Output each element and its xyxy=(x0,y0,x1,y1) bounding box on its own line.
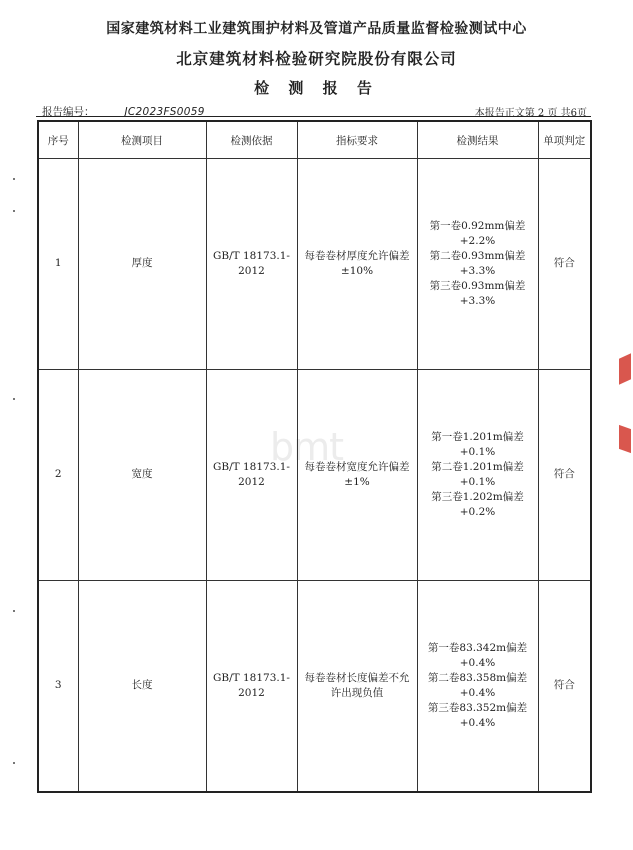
watermark: bmt xyxy=(270,425,344,469)
testing-center-name: 国家建筑材料工业建筑围护材料及管道产品质量监督检验测试中心 xyxy=(106,21,527,37)
scan-speck xyxy=(13,398,15,400)
seal-stamp-fragment xyxy=(619,353,631,385)
result-deviation: +3.3% xyxy=(459,264,496,277)
table-row xyxy=(38,580,591,792)
header-rule xyxy=(36,116,591,117)
result-line: 第二卷0.93mm偏差 xyxy=(429,249,526,262)
row-item: 宽度 xyxy=(78,369,206,580)
row-basis: GB/T 18173.1-2012 xyxy=(206,369,297,580)
row-requirement: 每卷卷材宽度允许偏差±1% xyxy=(297,369,417,580)
seal-stamp-fragment xyxy=(619,425,631,453)
result-line: 第三卷1.202m偏差 xyxy=(431,490,524,503)
row-requirement: 每卷卷材长度偏差不允许出现负值 xyxy=(297,580,417,792)
col-header-result: 检测结果 xyxy=(417,121,538,159)
result-deviation: +0.2% xyxy=(459,505,496,518)
table-header-row xyxy=(38,121,591,159)
row-result xyxy=(417,580,538,792)
row-basis: GB/T 18173.1-2012 xyxy=(206,580,297,792)
row-no: 2 xyxy=(38,369,78,580)
col-header-requirement: 指标要求 xyxy=(297,121,417,159)
table-row xyxy=(38,369,591,580)
scan-speck xyxy=(13,178,15,180)
row-no: 1 xyxy=(38,159,78,370)
result-line: 第二卷1.201m偏差 xyxy=(431,460,524,473)
result-deviation: +0.4% xyxy=(459,656,496,669)
result-deviation: +0.1% xyxy=(459,475,496,488)
result-line: 第二卷83.358m偏差 xyxy=(427,671,528,684)
result-line: 第一卷0.92mm偏差 xyxy=(429,219,526,232)
row-no: 3 xyxy=(38,580,78,792)
col-header-verdict: 单项判定 xyxy=(538,121,591,159)
col-header-no: 序号 xyxy=(38,121,78,159)
row-verdict: 符合 xyxy=(538,580,591,792)
result-line: 第三卷0.93mm偏差 xyxy=(429,279,526,292)
scan-speck xyxy=(13,762,15,764)
row-item: 长度 xyxy=(78,580,206,792)
row-basis: GB/T 18173.1-2012 xyxy=(206,159,297,370)
scan-speck xyxy=(13,210,15,212)
result-line: 第一卷1.201m偏差 xyxy=(431,430,524,443)
table-row xyxy=(38,159,591,370)
result-deviation: +0.4% xyxy=(459,686,496,699)
company-name: 北京建筑材料检验研究院股份有限公司 xyxy=(176,50,457,68)
report-number-value: JC2023FS0059 xyxy=(124,106,205,118)
result-line: 第一卷83.342m偏差 xyxy=(427,641,528,654)
row-result xyxy=(417,369,538,580)
scan-speck xyxy=(13,610,15,612)
result-deviation: +3.3% xyxy=(459,294,496,307)
row-item: 厚度 xyxy=(78,159,206,370)
result-deviation: +0.1% xyxy=(459,445,496,458)
report-number-label: 报告编号： xyxy=(42,106,95,118)
page-info: 本报告正文第 2 页 共6页 xyxy=(474,108,587,119)
row-verdict: 符合 xyxy=(538,159,591,370)
result-line: 第三卷83.352m偏差 xyxy=(427,701,528,714)
document-title: 检 测 报 告 xyxy=(254,79,379,97)
result-deviation: +0.4% xyxy=(459,716,496,729)
row-result xyxy=(417,159,538,370)
col-header-item: 检测项目 xyxy=(78,121,206,159)
col-header-basis: 检测依据 xyxy=(206,121,297,159)
row-verdict: 符合 xyxy=(538,369,591,580)
row-requirement: 每卷卷材厚度允许偏差±10% xyxy=(297,159,417,370)
test-results-table xyxy=(37,120,592,793)
result-deviation: +2.2% xyxy=(459,234,496,247)
